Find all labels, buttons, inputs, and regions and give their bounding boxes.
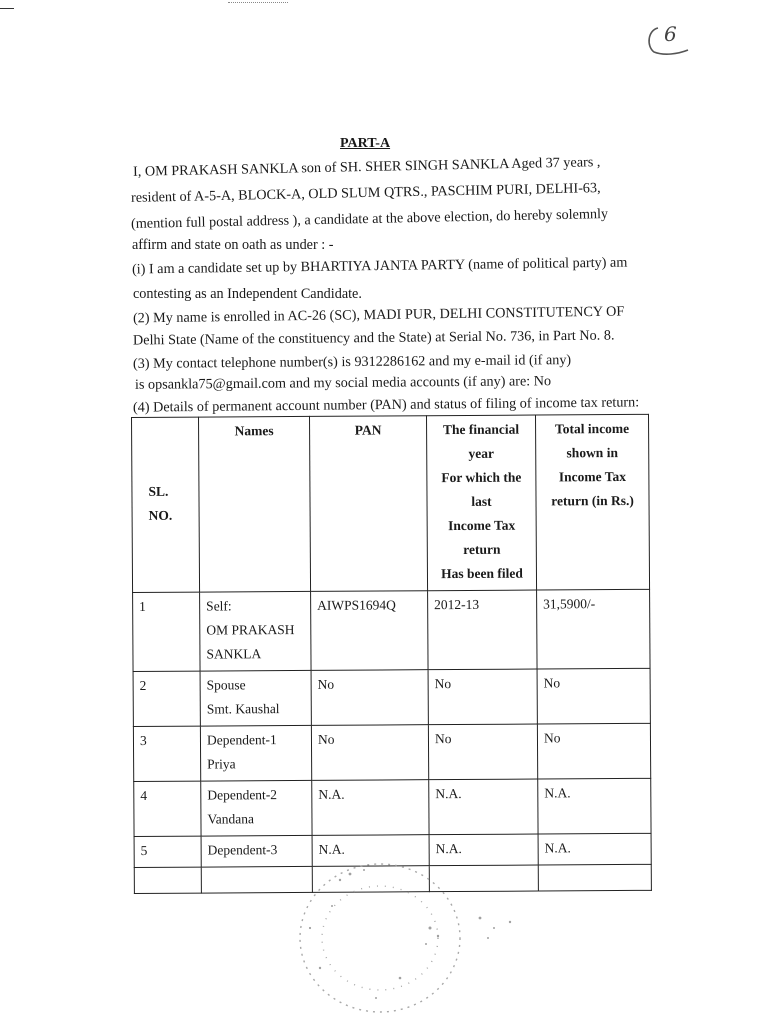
table-row: [133, 668, 650, 726]
declaration-line-9: (3) My contact telephone number(s) is 9312286162 and my e-mail id (if any): [132, 352, 572, 372]
cell-name: Dependent-3: [201, 835, 312, 867]
header-year-line: return: [463, 541, 501, 557]
header-income-line: return (in Rs.): [551, 492, 634, 509]
cell-year: No: [428, 669, 537, 725]
cell-name: [200, 591, 311, 671]
cell-year: N.A.: [429, 779, 538, 835]
cell-name-line: SANKLA: [206, 646, 262, 662]
cell-name: [201, 780, 312, 836]
header-year-line: Income Tax: [448, 517, 516, 534]
header-income-line: shown in: [566, 445, 618, 461]
cell-sl: [134, 867, 201, 893]
cell-sl: 2: [133, 671, 200, 726]
cell-name-line: Vandana: [207, 811, 254, 827]
declaration-line-5: (i) I am a candidate set up by BHARTIYA JANTA PARTY (name of political party) am: [131, 254, 628, 278]
cell-income: No: [537, 723, 650, 779]
header-pan: PAN: [309, 416, 427, 592]
cell-pan: AIWPS1694Q: [311, 591, 428, 671]
declaration-line-6: contesting as an Independent Candidate.: [133, 286, 362, 302]
handwritten-page-number: [644, 20, 694, 60]
part-heading: PART-A: [340, 136, 391, 151]
header-names: Names: [199, 416, 311, 592]
header-sl: [132, 417, 200, 592]
header-year-line: For which the: [441, 469, 522, 486]
scan-artifact: [228, 2, 288, 6]
declaration-line-2: resident of A-5-A, BLOCK-A, OLD SLUM QTRS., PASCHIM PURI, DELHI-63,: [130, 180, 601, 206]
faded-stamp-seal: [280, 858, 540, 1018]
table-row: [134, 778, 651, 836]
header-financial-year: [426, 415, 536, 591]
header-year-line: year: [468, 445, 495, 461]
scan-edge-mark: [0, 8, 14, 9]
cell-income: [538, 864, 651, 891]
cell-pan: N.A.: [312, 780, 429, 836]
table-row: [133, 589, 650, 671]
header-income-line: Income Tax: [558, 468, 626, 485]
cell-name-line: Smt. Kaushal: [206, 701, 280, 717]
page-mark-text: 6: [664, 22, 677, 46]
cell-sl: 1: [133, 592, 200, 671]
declaration-line-1: I, OM PRAKASH SANKLA son of SH. SHER SINGH SANKLA Aged 37 years ,: [132, 154, 601, 180]
declaration-line-7: (2) My name is enrolled in AC-26 (SC), MADI PUR, DELHI CONSTITUTENCY OF: [132, 303, 625, 327]
table-row: [133, 723, 650, 781]
declaration-line-11: (4) Details of permanent account number (PAN) and status of filing of income tax return:: [132, 394, 640, 416]
header-income-line: Total income: [554, 420, 630, 437]
cell-year: 2012-13: [428, 590, 537, 670]
cell-income: N.A.: [538, 833, 651, 865]
cell-name: [200, 670, 311, 726]
declaration-line-3: (mention full postal address ), a candidate at the above election, do hereby solemnly: [130, 206, 609, 232]
cell-sl: 4: [134, 781, 201, 836]
cell-year: N.A.: [429, 834, 538, 866]
header-total-income: [535, 414, 649, 590]
cell-name-line: OM PRAKASH: [206, 622, 295, 638]
header-year-line: Has been filed: [441, 565, 523, 582]
cell-name-line: Priya: [207, 756, 236, 772]
cell-name-line: Dependent-1: [206, 732, 277, 748]
cell-income: 31,5900/-: [537, 589, 650, 669]
cell-pan: No: [311, 670, 428, 726]
cell-pan: No: [311, 725, 428, 781]
header-sl-line: NO.: [148, 507, 173, 523]
declaration-line-4: affirm and state on oath as under : -: [132, 237, 334, 253]
cell-sl: 5: [134, 836, 201, 867]
cell-year: No: [428, 724, 537, 780]
cell-name-line: Self:: [206, 598, 232, 614]
cell-income: N.A.: [538, 778, 651, 834]
cell-name-line: Dependent-2: [207, 787, 278, 803]
cell-pan: N.A.: [312, 835, 429, 867]
header-year-line: The financial: [442, 421, 520, 438]
cell-sl: 3: [133, 726, 200, 781]
cell-name: [200, 725, 311, 781]
declaration-line-8: Delhi State (Name of the constituency and the State) at Serial No. 736, in Part No. 8.: [132, 327, 615, 349]
header-year-line: last: [471, 493, 492, 509]
pan-income-table: [131, 414, 652, 894]
cell-income: No: [537, 668, 650, 724]
header-sl-line: SL.: [148, 483, 169, 499]
table-header-row: [132, 414, 650, 592]
declaration-line-10: is opsankla75@gmail.com and my social media accounts (if any) are: No: [134, 373, 552, 393]
cell-name-line: Spouse: [206, 677, 246, 693]
